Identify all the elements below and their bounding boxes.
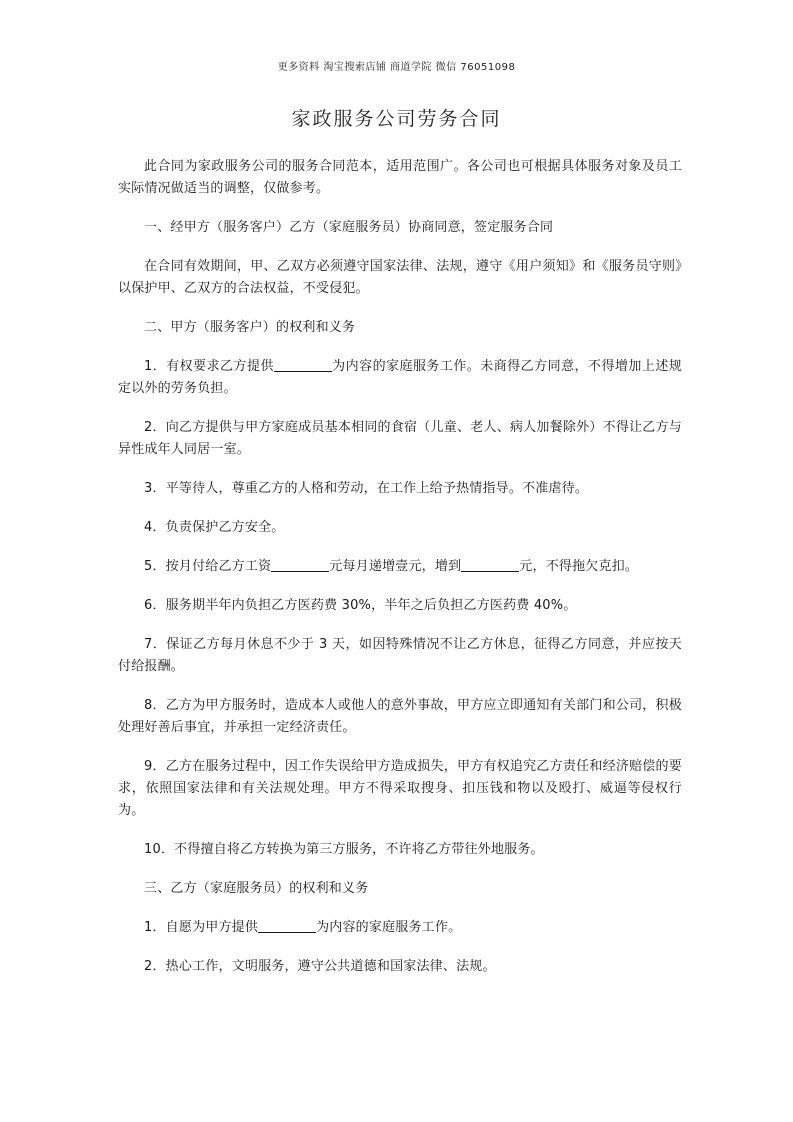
section-2-heading: 二、甲方（服务客户）的权利和义务 [144,320,356,335]
section-2-item-9: 9．乙方在服务过程中，因工作失误给甲方造成损失，甲方有权追究乙方责任和经济赔偿的要求，依照国家法律和有关法规处理。甲方不得采取搜身、扣压钱和物以及殴打、威逼等侵权行为。 [118,759,682,818]
document-title: 家政服务公司劳务合同 [291,108,502,130]
fill-blank [461,557,519,572]
fill-blank [271,557,329,572]
item-text: 元每月递增壹元，增到 [329,559,462,574]
section-1-heading: 一、经甲方（服务客户）乙方（家庭服务员）协商同意，签定服务合同 [144,220,554,235]
section-3-item-2: 2．热心工作，文明服务，遵守公共道德和国家法律、法规。 [144,959,496,974]
section-3-item-1 [118,917,682,939]
section-2-item-6: 6．服务期半年内负担乙方医药费 30%，半年之后负担乙方医药费 40%。 [144,598,577,613]
item-text: 为内容的家庭服务工作。 [316,920,462,935]
section-1-body: 在合同有效期间，甲、乙双方必须遵守国家法律、法规，遵守《用户须知》和《服务员守则》以保护甲、乙双方的合法权益，不受侵犯。 [118,259,682,296]
item-text: 1．有权要求乙方提供 [144,359,274,374]
item-text: 5．按月付给乙方工资 [144,559,272,574]
item-text: 为内容的家庭服务工作。未商得乙方同意，不得增加上述规定以外的劳务负担。 [118,359,682,396]
contract-body [118,156,682,995]
section-2-item-8: 8．乙方为甲方服务时，造成本人或他人的意外事故，甲方应立即通知有关部门和公司，积极处理好善后事宜，并承担一定经济责任。 [118,698,682,735]
fill-blank [274,357,332,372]
item-text: 1．自愿为甲方提供 [144,920,259,935]
section-2-item-3: 3．平等待人，尊重乙方的人格和劳动，在工作上给予热情指导。不准虐待。 [144,481,589,496]
header-note: 更多资料 淘宝搜索店铺 商道学院 微信 76051098 [277,62,516,73]
section-2-item-5 [118,556,682,578]
item-text: 元，不得拖欠克扣。 [519,559,639,574]
section-2-item-1 [118,356,682,400]
intro-paragraph: 此合同为家政服务公司的服务合同范本，适用范围广。各公司也可根据具体服务对象及员工实际情况做适当的调整，仅做参考。 [118,159,682,196]
section-2-item-4: 4．负责保护乙方安全。 [144,520,285,535]
section-2-item-2: 2．向乙方提供与甲方家庭成员基本相同的食宿（儿童、老人、病人加餐除外）不得让乙方与异性成年人同居一室。 [118,420,682,457]
section-2-item-7: 7．保证乙方每月休息不少于 3 天，如因特殊情况不让乙方休息，征得乙方同意，并应按天付给报酬。 [118,637,682,674]
section-3-heading: 三、乙方（家庭服务员）的权利和义务 [144,881,369,896]
section-2-item-10: 10．不得擅自将乙方转换为第三方服务，不许将乙方带往外地服务。 [144,842,544,857]
fill-blank [258,918,316,933]
